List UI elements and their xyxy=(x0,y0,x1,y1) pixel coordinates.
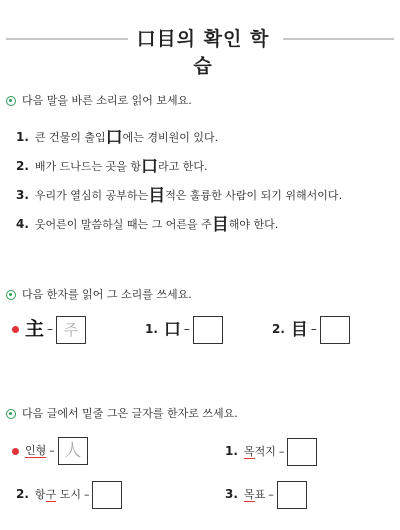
bullet-circle-icon xyxy=(6,290,16,300)
bullet-circle-icon xyxy=(6,409,16,419)
example-answer-box: 주 xyxy=(56,316,86,344)
section1-instruction: 다음 말을 바른 소리로 읽어 보세요. xyxy=(6,92,192,108)
section2-question-1: 1. 口 – xyxy=(145,314,223,344)
page-title: 口目의 확인 학습 xyxy=(136,28,270,77)
section2-example: 主 – 주 xyxy=(12,314,86,344)
title-left-rule xyxy=(6,38,128,40)
section1-item-3: 3. 우리가 열심히 공부하는目적은 훌륭한 사람이 되기 위해서이다. xyxy=(16,186,343,206)
example-answer-box: 人 xyxy=(58,437,88,465)
title-right-rule xyxy=(283,38,394,40)
section3-question-3: 3. 목표 – xyxy=(225,479,307,509)
answer-box-2[interactable] xyxy=(320,316,350,344)
title-bar xyxy=(0,22,400,77)
section3-question-1: 1. 목적지 – xyxy=(225,436,317,466)
section3-instruction: 다음 글에서 밑줄 그은 글자를 한자로 쓰세요. xyxy=(6,405,238,421)
section3-example: 인형 – 人 xyxy=(12,436,88,466)
section1-item-1: 1. 큰 건물의 출입口에는 경비원이 있다. xyxy=(16,128,219,148)
bullet-circle-icon xyxy=(6,96,16,106)
red-bullet-icon xyxy=(12,326,19,333)
section2-question-2: 2. 目 – xyxy=(272,314,350,344)
answer-box-3-3[interactable] xyxy=(277,481,307,509)
answer-box-3-1[interactable] xyxy=(287,438,317,466)
red-bullet-icon xyxy=(12,448,19,455)
answer-box-1[interactable] xyxy=(193,316,223,344)
section1-item-4: 4. 웃어른이 말씀하실 때는 그 어른을 주目해야 한다. xyxy=(16,215,279,235)
section3-question-2: 2. 항구 도시 – xyxy=(16,479,122,509)
answer-box-3-2[interactable] xyxy=(92,481,122,509)
section1-item-2: 2. 배가 드나드는 곳을 항口라고 한다. xyxy=(16,157,208,177)
section2-instruction: 다음 한자를 읽어 그 소리를 쓰세요. xyxy=(6,286,192,302)
